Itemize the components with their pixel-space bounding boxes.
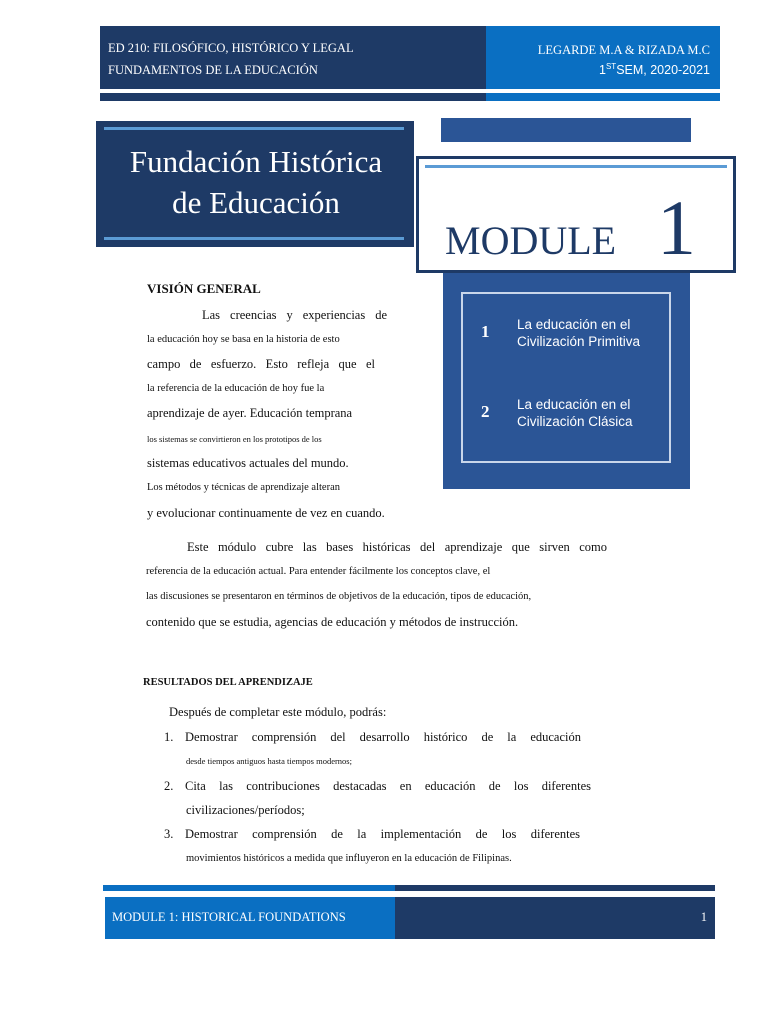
outcome-text: Demostrar comprensión de la implementación de los diferentes [185, 827, 580, 841]
semester-number: 1 [599, 63, 606, 77]
overview-line: y evolucionar continuamente de vez en cuando. [147, 506, 385, 520]
page-title-line2: de Educación [172, 185, 340, 220]
scope-line: contenido que se estudia, agencias de educación y métodos de instrucción. [146, 615, 519, 629]
title-rule-bottom [104, 237, 404, 240]
outcome-number: 3. [164, 827, 174, 841]
title-box [96, 121, 414, 247]
overview-line: la educación hoy se basa en la historia de esto [147, 334, 340, 345]
course-title-line2: FUNDAMENTOS DE LA EDUCACIÓN [108, 63, 318, 77]
topic-number: 1 [481, 322, 490, 341]
outcome-text: Cita las contribuciones destacadas en educación de los diferentes [185, 779, 591, 793]
topic-text: La educación en el Civilización Primitiva [517, 317, 641, 349]
title-rule-top [104, 127, 404, 130]
overview-line: Los métodos y técnicas de aprendizaje alteran [147, 482, 340, 493]
page-title-line1: Fundación Histórica [129, 144, 383, 179]
scope-line: las discusiones se presentaron en términos de objetivos de la educación, tipos de educación, [146, 591, 532, 602]
scope-line: referencia de la educación actual. Para entender fácilmente los conceptos clave, el [146, 566, 491, 577]
semester-suffix: ST [605, 61, 617, 71]
outcome-text: Demostrar comprensión del desarrollo histórico de la educación [185, 730, 581, 744]
header-course-block [100, 26, 486, 89]
footer-rule-blue [103, 885, 395, 891]
header-author-block [486, 26, 720, 89]
module-label: MODULE [445, 218, 617, 263]
outcome-text-cont: desde tiempos antiguos hasta tiempos modernos; [186, 756, 352, 766]
module-rule [425, 165, 727, 168]
outcome-number: 1. [164, 730, 174, 744]
footer-module-title: MODULE 1: HISTORICAL FOUNDATIONS [105, 897, 395, 939]
semester-year: SEM, 2020-2021 [616, 63, 710, 77]
module-box [416, 156, 736, 273]
module-number: 1 [657, 184, 696, 271]
outcomes-intro: Después de completar este módulo, podrás: [169, 705, 387, 719]
course-title-line1: ED 210: FILOSÓFICO, HISTÓRICO Y LEGAL [108, 41, 354, 55]
outcome-text-cont: movimientos históricos a medida que influyeron en la educación de Filipinas. [186, 853, 512, 864]
overview-line: la referencia de la educación de hoy fue la [147, 383, 325, 394]
overview-line: Las creencias y experiencias de [202, 308, 387, 322]
outcome-number: 2. [164, 779, 174, 793]
outcomes-heading: RESULTADOS DEL APRENDIZAJE [143, 677, 313, 688]
topics-list [461, 292, 671, 463]
overview-line: los sistemas se convirtieron en los prototipos de los [147, 434, 322, 444]
authors: LEGARDE M.A & RIZADA M.C [537, 43, 710, 57]
overview-line: sistemas educativos actuales del mundo. [147, 456, 349, 470]
module-accent-bar [441, 118, 691, 142]
footer-page-number: 1 [395, 897, 715, 939]
semester [486, 60, 710, 80]
header-rule-dark [100, 93, 486, 101]
overview-line: aprendizaje de ayer. Educación temprana [147, 406, 353, 420]
overview-line: campo de esfuerzo. Esto refleja que el [147, 357, 375, 371]
topic-number: 2 [481, 402, 490, 421]
scope-line: Este módulo cubre las bases históricas del aprendizaje que sirven como [187, 540, 607, 554]
footer-rule-dark [395, 885, 715, 891]
page-title [106, 141, 406, 223]
outcome-text-cont: civilizaciones/períodos; [186, 803, 305, 817]
overview-heading: VISIÓN GENERAL [147, 281, 261, 296]
header-rule-blue [486, 93, 720, 101]
topic-text: La educación en el Civilización Clásica [517, 397, 633, 429]
